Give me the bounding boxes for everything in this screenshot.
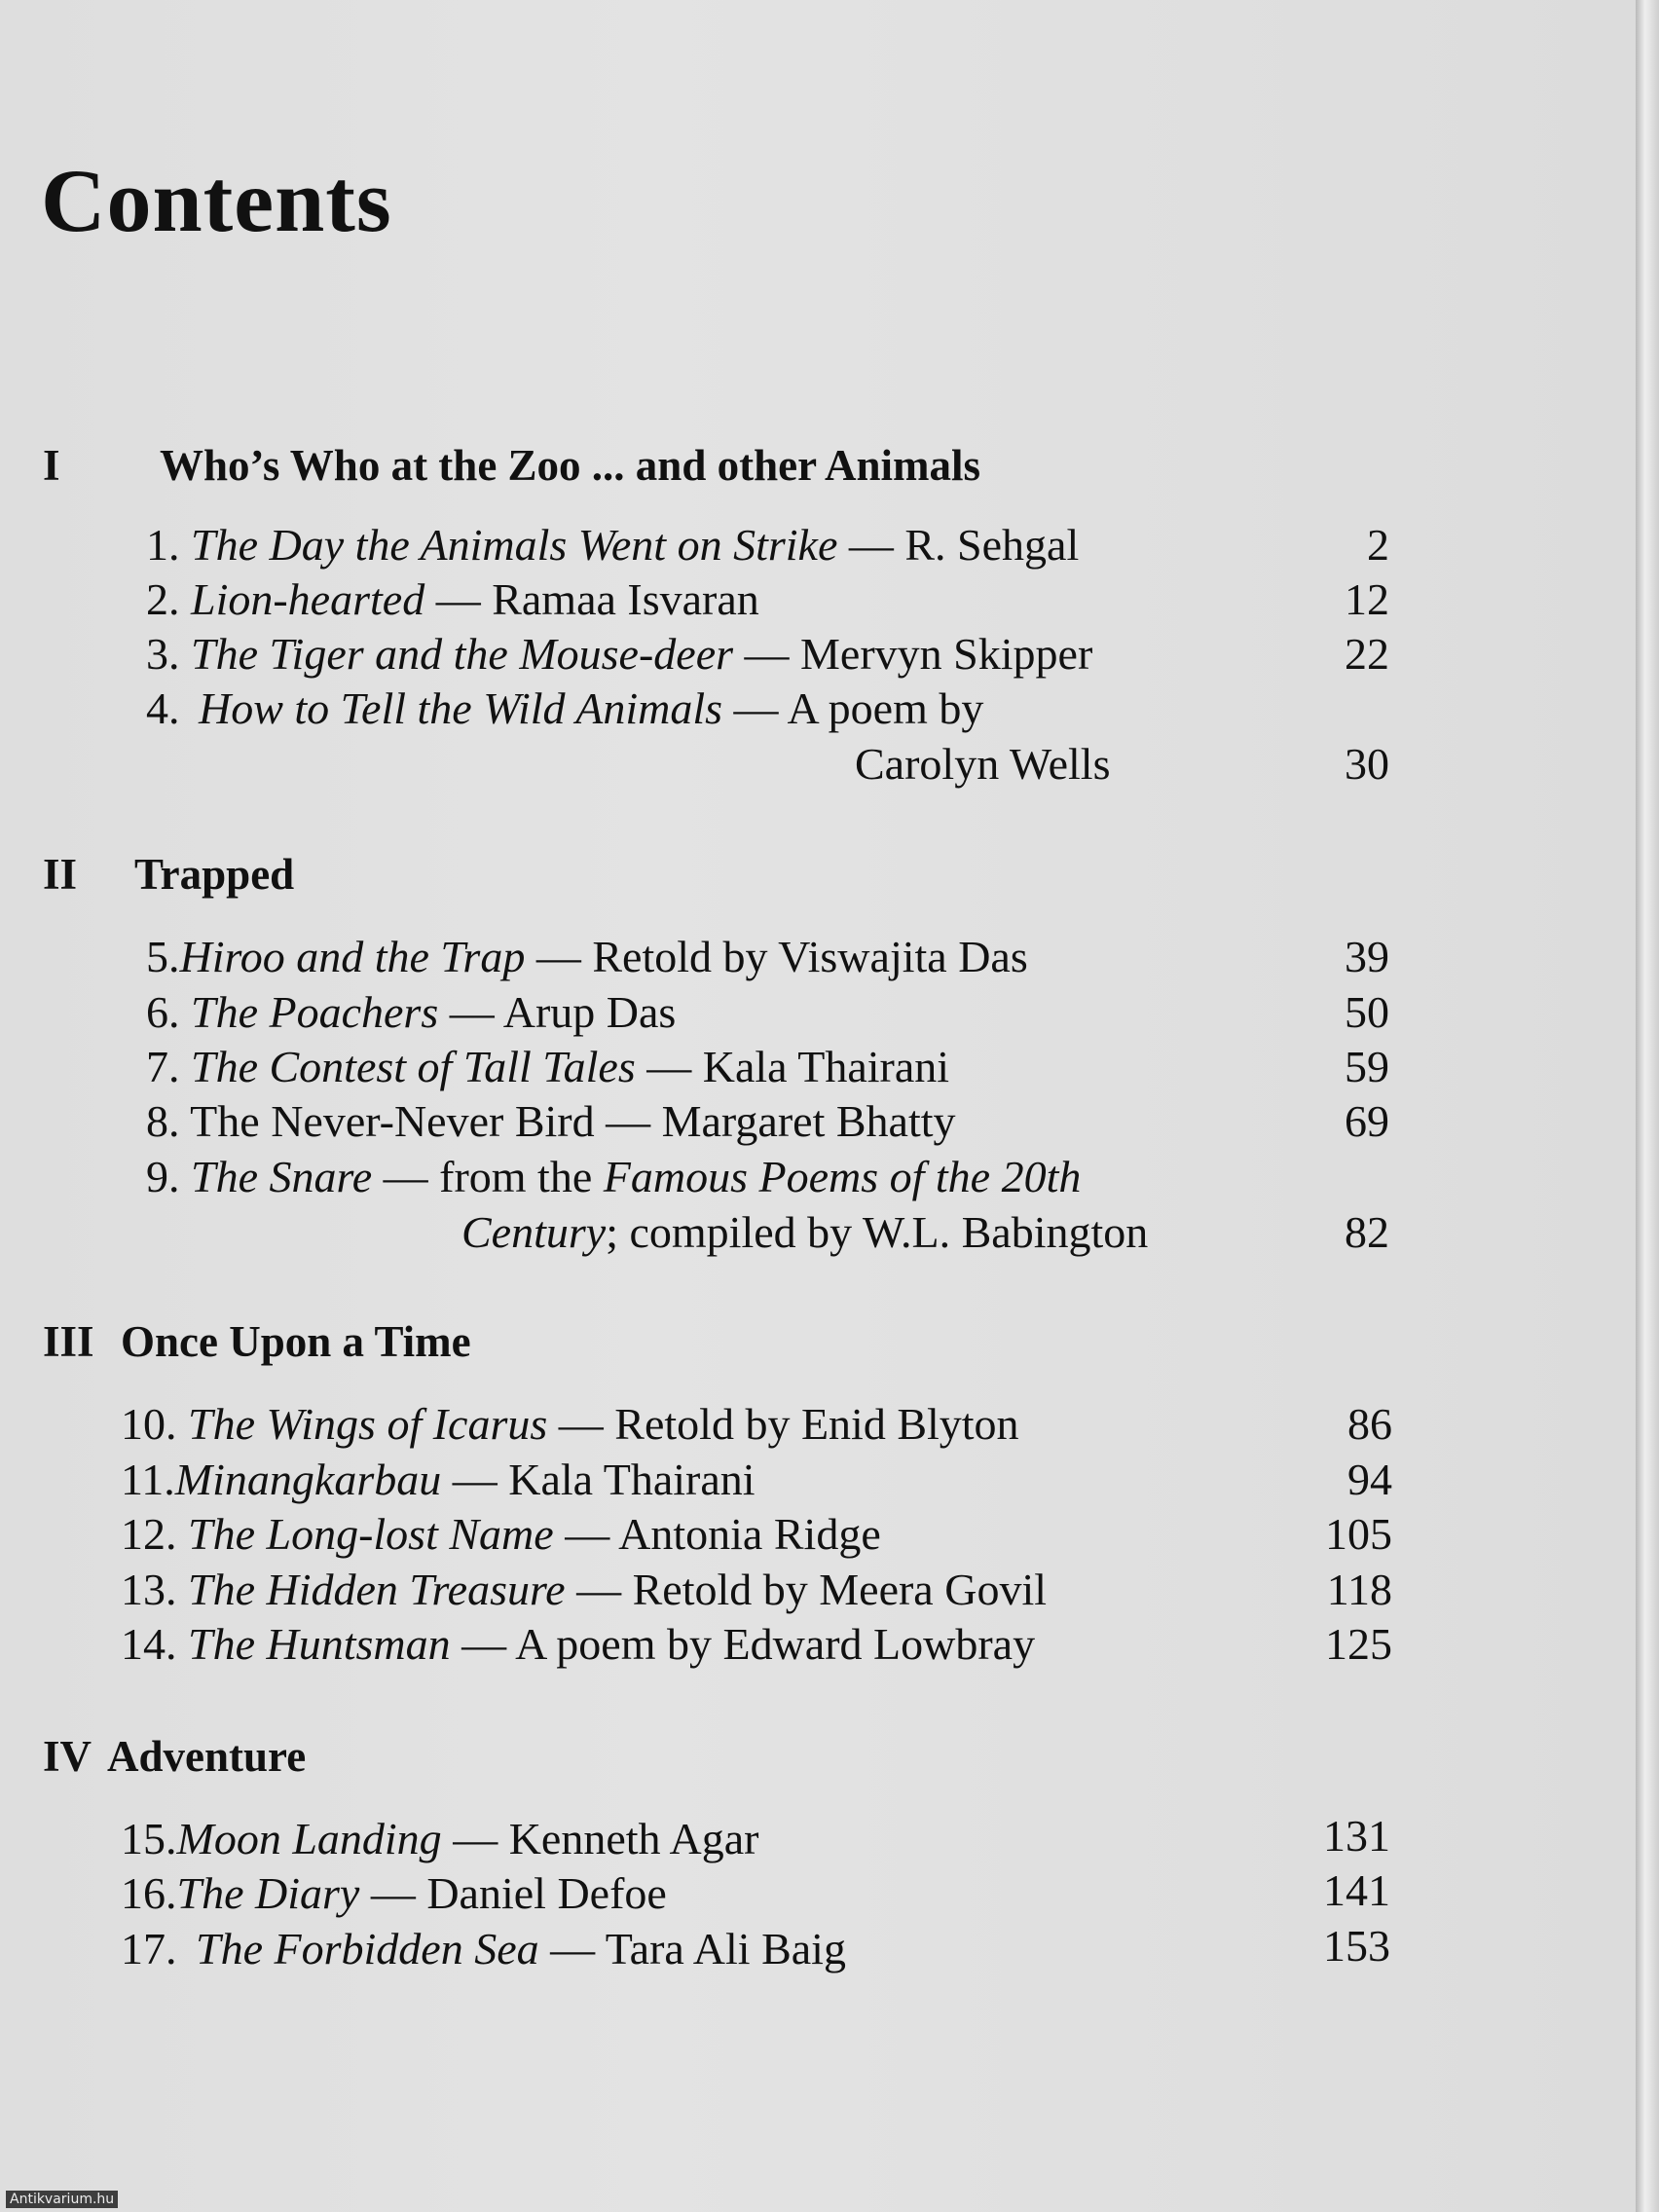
toc-entry[interactable] (146, 1152, 1082, 1201)
entry-page-number: 118 (1326, 1565, 1392, 1614)
entry-page-number: 12 (1345, 574, 1389, 624)
toc-entry[interactable] (146, 629, 1093, 679)
section-heading (43, 441, 981, 490)
entry-number: 3. (146, 629, 180, 679)
entry-dash: — (635, 1042, 703, 1091)
entry-number: 11. (121, 1455, 175, 1504)
entry-title: The Huntsman (188, 1619, 451, 1669)
entry-dash: — (722, 683, 788, 733)
entry-dash: — (547, 1399, 615, 1449)
entry-title: Moon Landing (176, 1814, 442, 1863)
entry-author: A poem by (787, 683, 984, 733)
entry-dash: — (553, 1509, 619, 1559)
entry-compiler: ; compiled by W.L. Babington (606, 1207, 1149, 1257)
toc-entry[interactable] (121, 1457, 756, 1502)
entry-page-number: 125 (1325, 1619, 1392, 1669)
entry-dash: — (438, 987, 503, 1037)
entry-author: A poem by Edward Lowbray (515, 1619, 1036, 1669)
entry-dash: — (733, 629, 801, 679)
entry-number: 5. (146, 932, 180, 981)
entry-number: 6. (146, 987, 180, 1037)
entry-dash: — (441, 1455, 509, 1504)
entry-dash: — (359, 1868, 427, 1918)
toc-entry[interactable] (146, 520, 1080, 570)
entry-title: The Poachers (191, 987, 439, 1037)
entry-page-number: 30 (1345, 739, 1389, 789)
entry-title: The Contest of Tall Tales (191, 1042, 636, 1091)
entry-title: The Long-lost Name (188, 1509, 554, 1559)
entry-title: The Day the Animals Went on Strike (191, 520, 838, 570)
entry-number: 14. (121, 1619, 177, 1669)
toc-entry[interactable] (146, 574, 759, 624)
entry-page-number: 86 (1347, 1399, 1392, 1449)
entry-number: 9. (146, 1152, 180, 1201)
entry-dash: — (538, 1924, 606, 1973)
entry-author: Kala Thairani (702, 1042, 950, 1091)
entry-page-number: 141 (1323, 1865, 1390, 1915)
entry-number: 16. (121, 1868, 177, 1918)
entry-title: Hiroo and the Trap (179, 932, 526, 981)
entry-title: The Forbidden Sea (196, 1924, 539, 1973)
entry-number: 15. (121, 1814, 177, 1863)
entry-source-continued (461, 1207, 1149, 1257)
entry-title: The Never-Never Bird (190, 1096, 595, 1146)
section-title: Trapped (134, 850, 295, 899)
toc-entry[interactable] (146, 987, 677, 1037)
entry-dash: — (450, 1619, 516, 1669)
toc-entry[interactable] (121, 1619, 1036, 1669)
entry-dash: — (565, 1565, 633, 1614)
section-number: IV (43, 1732, 92, 1781)
entry-page-number: 22 (1345, 629, 1389, 679)
entry-dash: — (837, 520, 905, 570)
entry-page-number: 69 (1345, 1096, 1389, 1146)
entry-author-continued: Carolyn Wells (855, 739, 1111, 789)
toc-entry[interactable] (146, 683, 984, 733)
entry-author: Retold by Enid Blyton (614, 1399, 1019, 1449)
entry-source-prefix: from the (439, 1152, 604, 1201)
entry-page-number: 105 (1325, 1509, 1392, 1559)
section-title: Who’s Who at the Zoo ... and other Animals (160, 441, 981, 490)
entry-author: Retold by Viswajita Das (592, 932, 1028, 981)
entry-number: 8. (146, 1096, 180, 1146)
entry-page-number: 82 (1345, 1207, 1389, 1257)
entry-page-number: 94 (1347, 1455, 1392, 1504)
section-title: Adventure (107, 1732, 307, 1781)
toc-entry[interactable] (121, 1567, 1047, 1612)
entry-author: Daniel Defoe (426, 1868, 667, 1918)
toc-entry[interactable] (121, 1868, 667, 1918)
entry-title: The Snare (191, 1152, 373, 1201)
watermark: Antikvarium.hu (6, 2191, 118, 2208)
section-title: Once Upon a Time (121, 1317, 471, 1366)
entry-number: 12. (121, 1509, 177, 1559)
entry-page-number: 2 (1367, 520, 1389, 570)
entry-title: The Hidden Treasure (188, 1565, 566, 1614)
entry-page-number: 39 (1345, 932, 1389, 981)
entry-dash: — (525, 932, 593, 981)
entry-number: 10. (121, 1399, 177, 1449)
entry-page-number: 153 (1323, 1921, 1390, 1971)
entry-page-number: 59 (1345, 1042, 1389, 1091)
entry-number: 17. (121, 1924, 177, 1973)
toc-entry[interactable] (146, 1042, 950, 1091)
entry-page-number: 50 (1345, 987, 1389, 1037)
section-number: I (43, 441, 60, 490)
toc-entry[interactable] (146, 932, 1028, 981)
entry-author: R. Sehgal (904, 520, 1080, 570)
page-edge (1636, 0, 1659, 2212)
entry-author: Margaret Bhatty (661, 1096, 956, 1146)
entry-number: 2. (146, 574, 180, 624)
page-title: Contents (41, 151, 392, 250)
entry-author: Antonia Ridge (618, 1509, 881, 1559)
toc-entry[interactable] (121, 1399, 1019, 1449)
toc-entry[interactable] (146, 1096, 956, 1146)
section-heading (43, 1317, 471, 1366)
entry-title: The Tiger and the Mouse-deer (191, 629, 734, 679)
entry-author: Kala Thairani (508, 1455, 756, 1504)
entry-title: The Wings of Icarus (188, 1399, 548, 1449)
entry-dash: — (424, 574, 493, 624)
section-number: II (43, 850, 78, 899)
entry-number: 13. (121, 1565, 177, 1614)
entry-source-title: Famous Poems of the 20th (603, 1152, 1082, 1201)
entry-number: 7. (146, 1042, 180, 1091)
section-number: III (43, 1317, 94, 1366)
toc-entry[interactable] (121, 1924, 846, 1973)
section-heading (43, 1732, 307, 1781)
entry-author: Arup Das (502, 987, 677, 1037)
entry-number: 4. (146, 683, 180, 733)
entry-title: Lion-hearted (191, 574, 425, 624)
toc-entry[interactable] (121, 1509, 881, 1559)
entry-dash: — (372, 1152, 440, 1201)
entry-number: 1. (146, 520, 180, 570)
section-heading (43, 850, 295, 899)
entry-author: Retold by Meera Govil (632, 1565, 1048, 1614)
entry-title: Minangkarbau (174, 1455, 442, 1504)
entry-author: Mervyn Skipper (800, 629, 1093, 679)
entry-dash: — (441, 1814, 509, 1863)
entry-author: Tara Ali Baig (605, 1924, 846, 1973)
entry-dash: — (594, 1096, 662, 1146)
entry-title: How to Tell the Wild Animals (199, 683, 723, 733)
entry-source-title-continued: Century (461, 1207, 607, 1257)
entry-author: Kenneth Agar (508, 1814, 759, 1863)
toc-entry[interactable] (121, 1814, 759, 1863)
entry-page-number: 131 (1323, 1811, 1390, 1861)
entry-title: The Diary (176, 1868, 360, 1918)
entry-author: Ramaa Isvaran (492, 574, 759, 624)
